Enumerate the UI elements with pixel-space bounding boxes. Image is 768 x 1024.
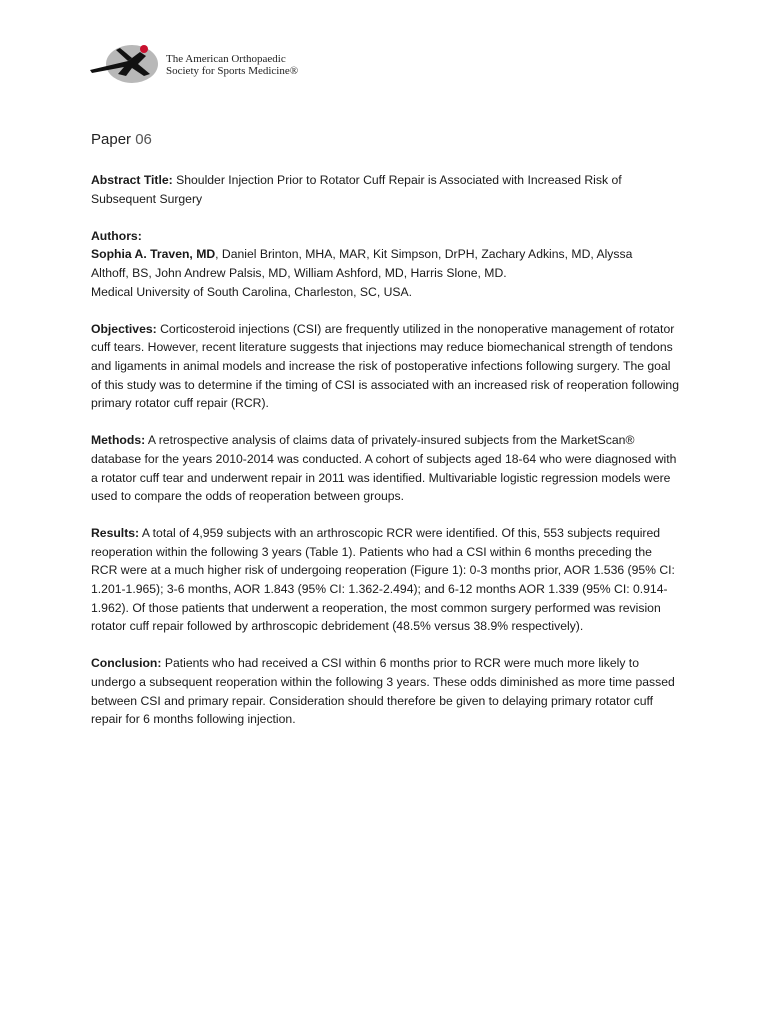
results-text: A total of 4,959 subjects with an arthroscopic RCR were identified. Of this, 553 subjects required reoperation within the following 3 years (Table 1). Patients who had a CSI within 6 months preceding the RCR were at a much higher risk of undergoing reoperation (Figure 1): 0-3 months prior, AOR 1.536 (95% CI: 1.201-1.965); 3-6 months, AOR 1.843 (95% CI: 1.362-2.494); and 6-12 months AOR 1.339 (95% CI: 0.914-1.962). Of those patients that underwent a reoperation, the most common surgery performed was revision rotator cuff repair followed by arthroscopic debridement (48.5% versus 38.9% respectively). (91, 526, 675, 634)
conclusion-label: Conclusion: (91, 656, 162, 671)
paper-label: Paper (91, 131, 132, 148)
objectives-label: Objectives: (91, 321, 157, 336)
abstract-title-label: Abstract Title: (91, 173, 173, 187)
authors-label: Authors: (91, 228, 142, 243)
org-name-line1: The American Orthopaedic (166, 53, 286, 65)
organization-name (166, 53, 298, 77)
org-name-line2: Society for Sports Medicine® (166, 65, 299, 77)
results-label: Results: (91, 526, 140, 541)
methods-section (91, 431, 681, 505)
authors-line2: Althoff, BS, John Andrew Palsis, MD, William Ashford, MD, Harris Slone, MD. (91, 265, 507, 280)
abstract-title-text-2: Subsequent Surgery (91, 191, 203, 206)
society-logo (88, 40, 328, 90)
conclusion-text: Patients who had received a CSI within 6 months prior to RCR were much more likely to undergo a subsequent reoperation within the following 3 years. These odds diminished as more time passed between CSI and primary repair. Consideration should therefore be given to delaying primary rotator cuff repair for 6 months following injection. (91, 656, 675, 727)
authors-section (91, 227, 681, 301)
conclusion-section (91, 654, 681, 728)
abstract-title (91, 171, 681, 208)
abstract-title-text: Shoulder Injection Prior to Rotator Cuff Repair is Associated with Increased Risk of (176, 173, 622, 187)
affiliation: Medical University of South Carolina, Charleston, SC, USA. (91, 284, 413, 299)
results-section (91, 524, 681, 636)
methods-text: A retrospective analysis of claims data of privately-insured subjects from the MarketScan® database for the years 2010-2014 was conducted. A cohort of subjects aged 18-64 who were diagnosed with a rotator cuff tear and underwent repair in 2011 was identified. Multivariable logistic regression models were used to compare the odds of reoperation between groups. (91, 433, 677, 504)
objectives-section (91, 320, 681, 413)
paper-number-heading (91, 131, 152, 148)
first-author: Sophia A. Traven, MD (91, 247, 216, 262)
runner-logo-icon (88, 40, 160, 90)
abstract-body (91, 171, 681, 747)
authors-line1-rest: , Daniel Brinton, MHA, MAR, Kit Simpson, DrPH, Zachary Adkins, MD, Alyssa (215, 247, 633, 262)
objectives-text: Corticosteroid injections (CSI) are frequently utilized in the nonoperative management of rotator cuff tears. However, recent literature suggests that injections may reduce biomechanical strength of tendons and ligaments in animal models and increase the risk of postoperative infections following surgery. The goal of this study was to determine if the timing of CSI is associated with an increased risk of reoperation following primary rotator cuff repair (RCR). (91, 321, 679, 411)
methods-label: Methods: (91, 433, 146, 448)
paper-number: 06 (135, 131, 152, 148)
